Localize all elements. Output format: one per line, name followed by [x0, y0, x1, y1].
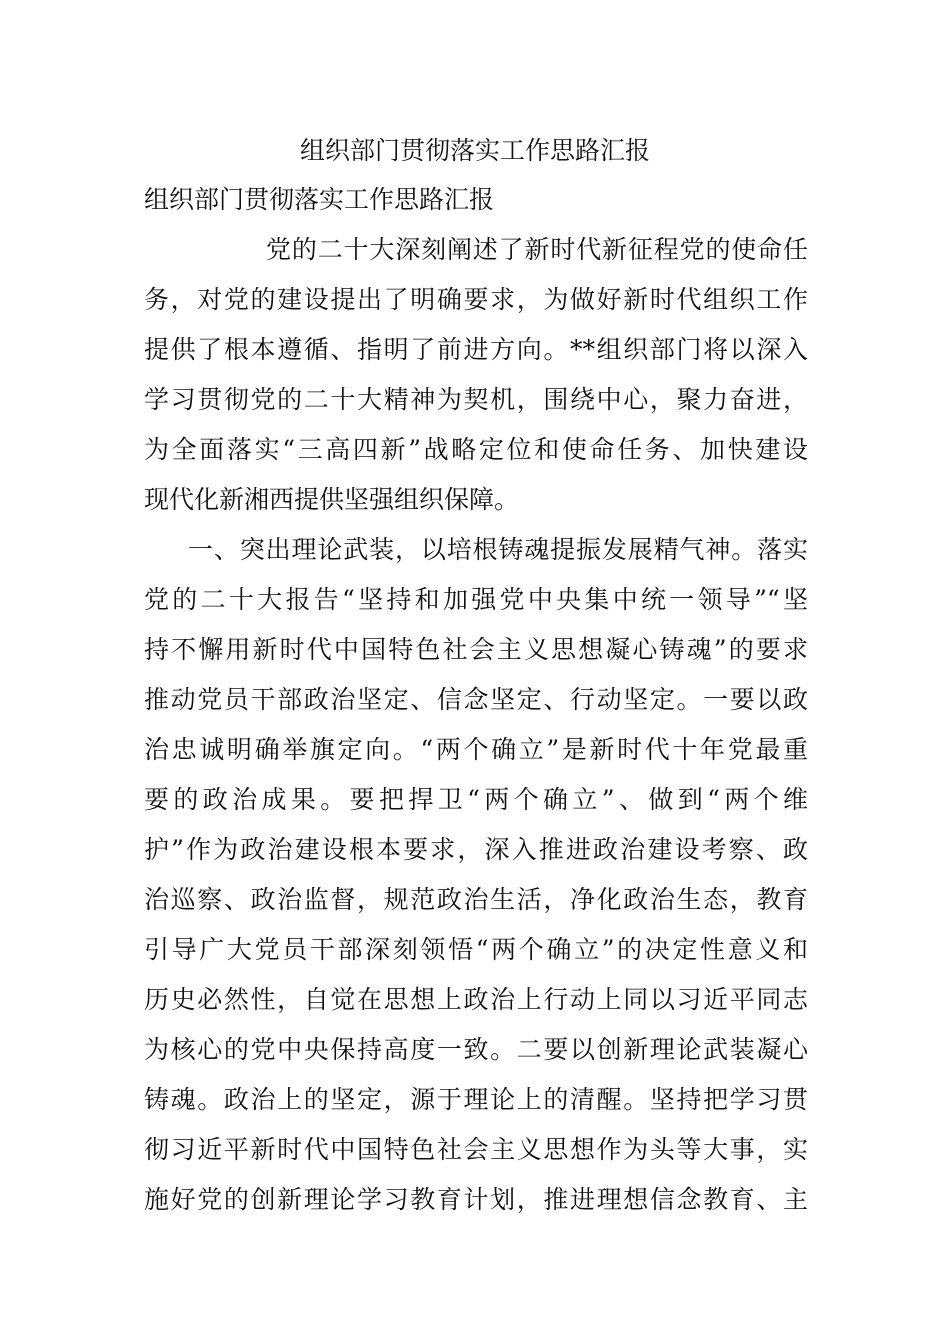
- document-body: [144, 232, 808, 1232]
- intro-line: 现代化新湘西提供坚强组织保障。: [144, 485, 520, 514]
- section1-line: 铸魂。政治上的坚定，源于理论上的清醒。坚持把学习贯: [144, 1085, 808, 1114]
- document-title: 组织部门贯彻落实工作思路汇报: [299, 136, 650, 165]
- section1-line: 党的二十大报告“坚持和加强党中央集中统一领导”“坚: [144, 585, 808, 614]
- section1-line: 历史必然性，自觉在思想上政治上行动上同以习近平同志: [144, 985, 808, 1014]
- section1-line: 推动党员干部政治坚定、信念坚定、行动坚定。一要以政: [144, 685, 808, 714]
- intro-line: 学习贯彻党的二十大精神为契机，围绕中心，聚力奋进，: [144, 385, 808, 414]
- intro-line: 务，对党的建设提出了明确要求，为做好新时代组织工作: [144, 285, 808, 314]
- section1-line: 治巡察、政治监督，规范政治生活，净化政治生态，教育: [144, 885, 808, 914]
- section1-line: 为核心的党中央保持高度一致。二要以创新理论武装凝心: [144, 1035, 808, 1064]
- section1-line: 彻习近平新时代中国特色社会主义思想作为头等大事，实: [144, 1135, 808, 1164]
- intro-line: 为全面落实“三高四新”战略定位和使命任务、加快建设: [144, 435, 808, 464]
- section1-line: 施好党的创新理论学习教育计划，推进理想信念教育、主: [144, 1185, 808, 1214]
- section1-line: 护”作为政治建设根本要求，深入推进政治建设考察、政: [144, 835, 808, 864]
- intro-line: 党的二十大深刻阐述了新时代新征程党的使命任: [266, 235, 808, 264]
- section1-line: 持不懈用新时代中国特色社会主义思想凝心铸魂”的要求: [144, 635, 808, 664]
- section1-line: 一、突出理论武装，以培根铸魂提振发展精气神。落实: [188, 535, 808, 564]
- section1-line: 要的政治成果。要把捍卫“两个确立”、做到“两个维: [144, 785, 808, 814]
- intro-line: 提供了根本遵循、指明了前进方向。**组织部门将以深入: [144, 335, 808, 364]
- section1-line: 引导广大党员干部深刻领悟“两个确立”的决定性意义和: [144, 935, 808, 964]
- document-subtitle: 组织部门贯彻落实工作思路汇报: [144, 185, 495, 214]
- section1-line: 治忠诚明确举旗定向。“两个确立”是新时代十年党最重: [144, 735, 808, 764]
